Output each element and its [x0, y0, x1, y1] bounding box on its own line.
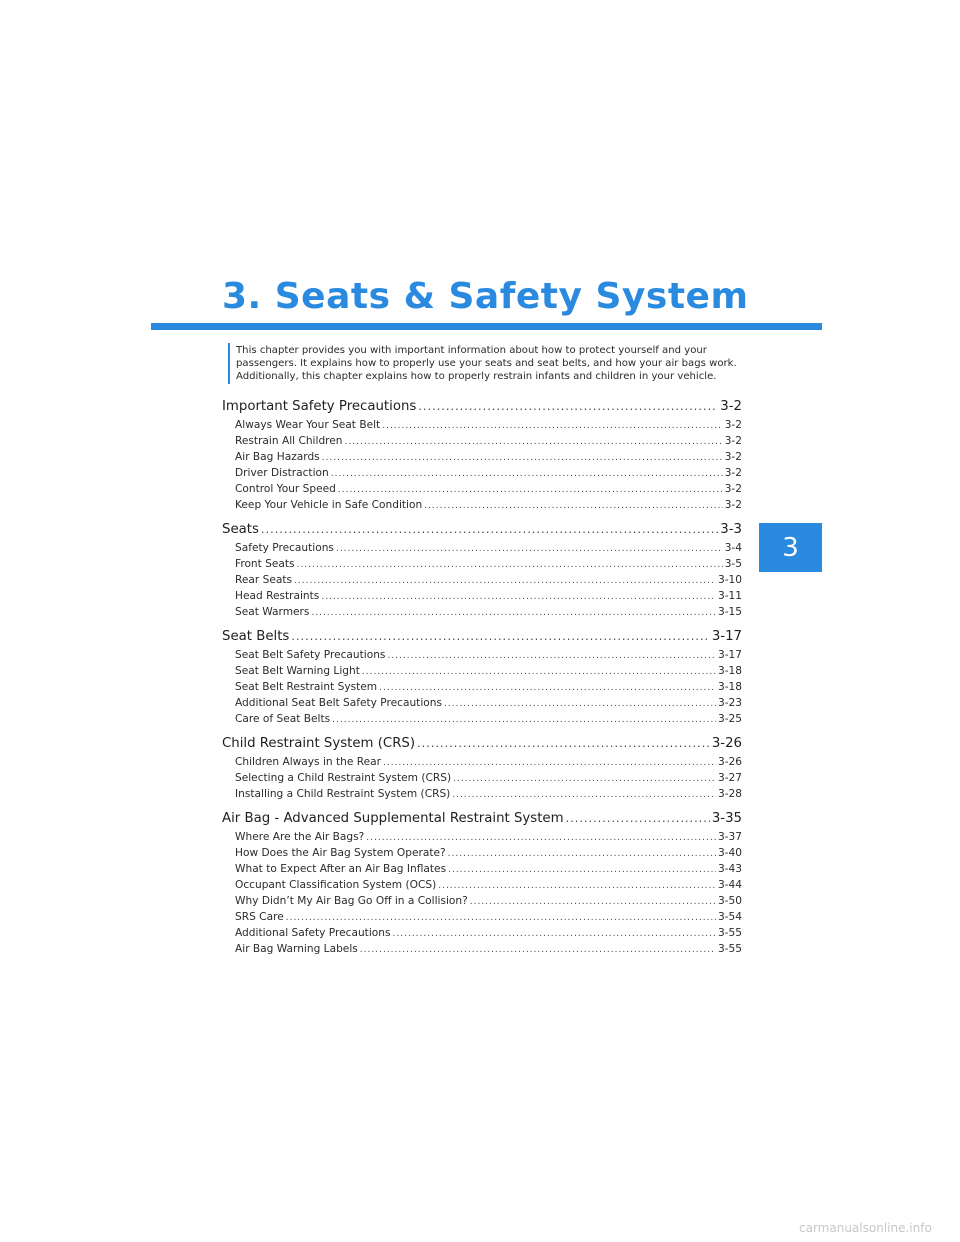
- intro-accent-bar: [228, 343, 230, 384]
- toc-entry[interactable]: [222, 829, 742, 845]
- toc-entry[interactable]: [222, 893, 742, 909]
- toc-entry-page: 3-2: [724, 467, 742, 479]
- toc-entry[interactable]: [222, 925, 742, 941]
- chapter-intro: This chapter provides you with important information about how to protect yourself and your passengers. It explains how to properly use your seats and seat belts, and how your air bags work. Additionally, this chapter explains how to properly restrain infants and children in your vehicle.: [236, 345, 737, 382]
- toc-entry-title: Seat Belt Restraint System: [235, 681, 378, 693]
- toc-entry-title: Always Wear Your Seat Belt: [235, 419, 381, 431]
- dot-leader: [297, 557, 723, 573]
- dot-leader: [294, 573, 716, 589]
- toc-entry-page: 3-2: [724, 419, 742, 431]
- toc-section-heading[interactable]: [222, 396, 742, 417]
- toc-entry-title: Children Always in the Rear: [235, 756, 381, 768]
- toc-entry-page: 3-27: [717, 772, 742, 784]
- toc-entry-page: 3-2: [724, 499, 742, 511]
- dot-leader: [448, 846, 716, 862]
- toc-entry-page: 3-5: [724, 558, 742, 570]
- dot-leader: [470, 894, 716, 910]
- toc-entry[interactable]: [222, 604, 742, 620]
- toc-section-heading[interactable]: [222, 808, 742, 829]
- toc-entry-title: Selecting a Child Restraint System (CRS): [235, 772, 452, 784]
- toc-entry-title: Control Your Speed: [235, 483, 336, 495]
- toc-section-heading-page: 3-3: [720, 522, 742, 537]
- dot-leader: [452, 787, 716, 803]
- toc-entry[interactable]: [222, 786, 742, 802]
- toc-section-heading[interactable]: [222, 733, 742, 754]
- toc-entry-page: 3-4: [724, 542, 742, 554]
- toc-entry-page: 3-40: [717, 847, 742, 859]
- toc-entry-title: Air Bag Warning Labels: [235, 943, 358, 955]
- toc-entry[interactable]: [222, 754, 742, 770]
- toc-section: [222, 519, 742, 620]
- toc-section-heading-title: Seats: [222, 522, 259, 537]
- dot-leader: [362, 664, 716, 680]
- toc-entry-title: Front Seats: [235, 558, 295, 570]
- dot-leader: [566, 808, 710, 829]
- toc-entry-page: 3-25: [717, 713, 742, 725]
- toc-entry-title: What to Expect After an Air Bag Inflates: [235, 863, 447, 875]
- toc-entry-title: Seat Belt Safety Precautions: [235, 649, 386, 661]
- toc-entry-title: Restrain All Children: [235, 435, 343, 447]
- toc-entry-title: Safety Precautions: [235, 542, 334, 554]
- dot-leader: [417, 733, 710, 754]
- toc-entry-page: 3-18: [717, 681, 742, 693]
- toc-entry-title: Driver Distraction: [235, 467, 329, 479]
- title-rule: [151, 323, 822, 330]
- toc-entry-page: 3-2: [724, 435, 742, 447]
- toc-entry[interactable]: [222, 711, 742, 727]
- toc-entry-page: 3-28: [717, 788, 742, 800]
- dot-leader: [424, 498, 722, 514]
- toc-entry[interactable]: [222, 663, 742, 679]
- toc-entry-title: Care of Seat Belts: [235, 713, 331, 725]
- toc-entry-title: Additional Seat Belt Safety Precautions: [235, 697, 442, 709]
- table-of-contents: [222, 396, 742, 963]
- toc-entry-title: Head Restraints: [235, 590, 320, 602]
- toc-entry[interactable]: [222, 770, 742, 786]
- toc-entry-title: Where Are the Air Bags?: [235, 831, 365, 843]
- toc-entry[interactable]: [222, 877, 742, 893]
- toc-entry[interactable]: [222, 572, 742, 588]
- toc-entry[interactable]: [222, 861, 742, 877]
- toc-entry-page: 3-55: [717, 927, 742, 939]
- toc-entry-page: 3-2: [724, 451, 742, 463]
- dot-leader: [332, 712, 716, 728]
- chapter-tab-number: 3: [782, 532, 799, 563]
- toc-section-heading-title: Seat Belts: [222, 629, 290, 644]
- toc-entry-title: How Does the Air Bag System Operate?: [235, 847, 446, 859]
- toc-section: [222, 396, 742, 513]
- dot-leader: [448, 862, 716, 878]
- toc-entry[interactable]: [222, 449, 742, 465]
- toc-entry[interactable]: [222, 647, 742, 663]
- toc-entry-title: Keep Your Vehicle in Safe Condition: [235, 499, 423, 511]
- toc-section-heading-page: 3-2: [720, 399, 742, 414]
- toc-entry[interactable]: [222, 433, 742, 449]
- toc-entry-page: 3-11: [717, 590, 742, 602]
- toc-entry-title: Rear Seats: [235, 574, 293, 586]
- dot-leader: [418, 396, 718, 417]
- toc-section-heading[interactable]: [222, 519, 742, 540]
- toc-section-heading-title: Important Safety Precautions: [222, 399, 417, 414]
- dot-leader: [291, 626, 709, 647]
- chapter-title: 3. Seats & Safety System: [222, 276, 749, 317]
- toc-entry[interactable]: [222, 588, 742, 604]
- toc-entry-title: Occupant Classification System (OCS): [235, 879, 437, 891]
- dot-leader: [261, 519, 718, 540]
- toc-section-heading-page: 3-26: [711, 736, 742, 751]
- dot-leader: [444, 696, 716, 712]
- watermark-text: carmanualsonline.info: [799, 1221, 932, 1235]
- dot-leader: [383, 755, 716, 771]
- dot-leader: [345, 434, 723, 450]
- toc-entry-page: 3-18: [717, 665, 742, 677]
- toc-section-heading-page: 3-17: [711, 629, 742, 644]
- dot-leader: [453, 771, 716, 787]
- toc-entry-title: Why Didn’t My Air Bag Go Off in a Collision?: [235, 895, 468, 907]
- toc-entry-page: 3-23: [717, 697, 742, 709]
- dot-leader: [360, 942, 716, 958]
- toc-entry-page: 3-26: [717, 756, 742, 768]
- toc-entry[interactable]: [222, 417, 742, 433]
- toc-entry[interactable]: [222, 465, 742, 481]
- toc-entry-title: Air Bag Hazards: [235, 451, 320, 463]
- chapter-tab: [759, 523, 822, 572]
- toc-entry-page: 3-15: [717, 606, 742, 618]
- dot-leader: [331, 466, 723, 482]
- dot-leader: [382, 418, 722, 434]
- toc-entry-page: 3-55: [717, 943, 742, 955]
- toc-entry[interactable]: [222, 909, 742, 925]
- toc-section-heading[interactable]: [222, 626, 742, 647]
- toc-entry-title: Installing a Child Restraint System (CRS): [235, 788, 451, 800]
- toc-section: [222, 808, 742, 957]
- toc-entry-title: Additional Safety Precautions: [235, 927, 391, 939]
- toc-section: [222, 733, 742, 802]
- toc-entry-title: Seat Warmers: [235, 606, 310, 618]
- toc-entry[interactable]: [222, 845, 742, 861]
- toc-entry[interactable]: [222, 695, 742, 711]
- toc-entry-page: 3-54: [717, 911, 742, 923]
- dot-leader: [286, 910, 716, 926]
- toc-entry[interactable]: [222, 556, 742, 572]
- dot-leader: [322, 450, 723, 466]
- dot-leader: [338, 482, 723, 498]
- toc-section-heading-page: 3-35: [711, 811, 742, 826]
- toc-entry[interactable]: [222, 540, 742, 556]
- toc-entry-page: 3-17: [717, 649, 742, 661]
- dot-leader: [336, 541, 723, 557]
- toc-entry-title: SRS Care: [235, 911, 284, 923]
- dot-leader: [438, 878, 716, 894]
- toc-entry-page: 3-43: [717, 863, 742, 875]
- toc-entry[interactable]: [222, 497, 742, 513]
- toc-entry-page: 3-44: [717, 879, 742, 891]
- toc-entry-page: 3-37: [717, 831, 742, 843]
- toc-entry[interactable]: [222, 679, 742, 695]
- dot-leader: [379, 680, 716, 696]
- toc-entry[interactable]: [222, 941, 742, 957]
- toc-entry[interactable]: [222, 481, 742, 497]
- toc-section-heading-title: Child Restraint System (CRS): [222, 736, 416, 751]
- toc-entry-page: 3-2: [724, 483, 742, 495]
- toc-section: [222, 626, 742, 727]
- toc-entry-page: 3-50: [717, 895, 742, 907]
- dot-leader: [311, 605, 716, 621]
- dot-leader: [366, 830, 716, 846]
- dot-leader: [393, 926, 716, 942]
- toc-entry-page: 3-10: [717, 574, 742, 586]
- toc-section-heading-title: Air Bag - Advanced Supplemental Restraint System: [222, 811, 564, 826]
- dot-leader: [321, 589, 716, 605]
- toc-entry-title: Seat Belt Warning Light: [235, 665, 360, 677]
- dot-leader: [387, 648, 716, 664]
